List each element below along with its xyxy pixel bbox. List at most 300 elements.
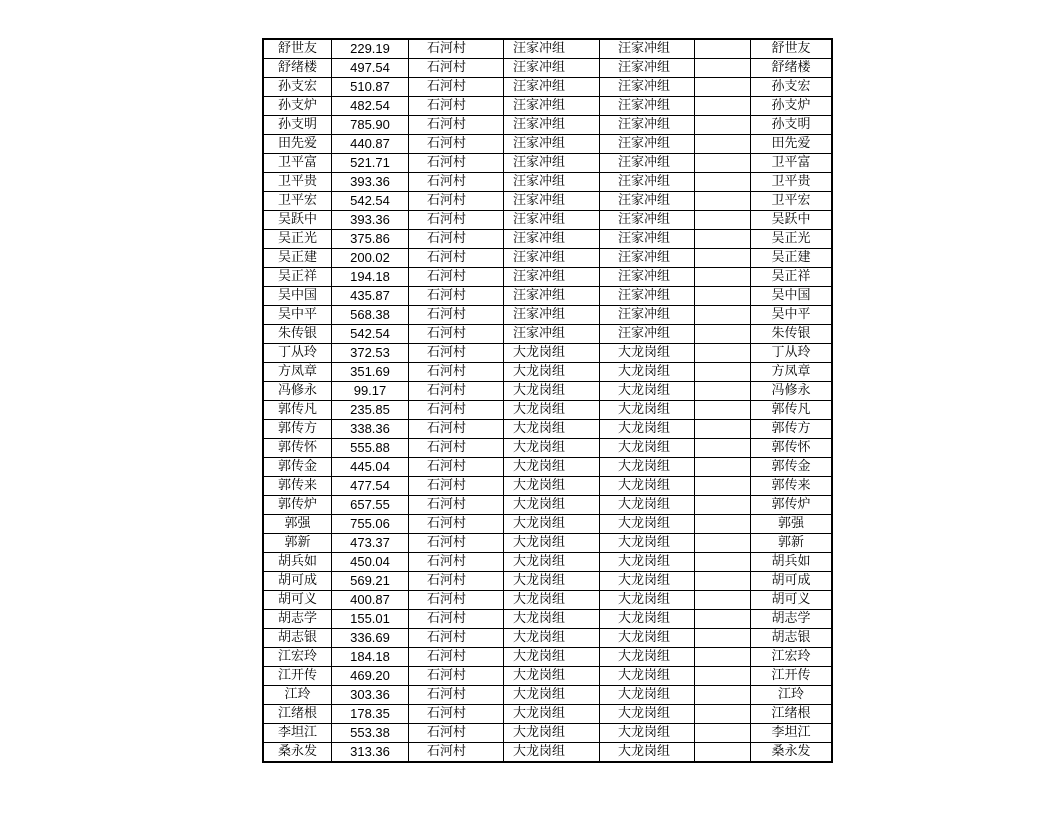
table-row xyxy=(263,249,832,268)
cell-area: 555.88 xyxy=(332,439,409,458)
cell-subgroup: 大龙岗组 xyxy=(600,667,695,686)
cell-note xyxy=(695,458,751,477)
table-row xyxy=(263,287,832,306)
cell-name-confirm: 舒世友 xyxy=(751,39,833,59)
cell-note xyxy=(695,496,751,515)
cell-village: 石河村 xyxy=(409,477,504,496)
cell-note xyxy=(695,249,751,268)
cell-area: 521.71 xyxy=(332,154,409,173)
cell-note xyxy=(695,401,751,420)
table-row xyxy=(263,116,832,135)
cell-area: 497.54 xyxy=(332,59,409,78)
cell-subgroup: 大龙岗组 xyxy=(600,629,695,648)
table-row xyxy=(263,515,832,534)
cell-group: 汪家冲组 xyxy=(504,230,600,249)
cell-note xyxy=(695,629,751,648)
cell-group: 大龙岗组 xyxy=(504,610,600,629)
table-row xyxy=(263,477,832,496)
cell-group: 大龙岗组 xyxy=(504,724,600,743)
cell-subgroup: 汪家冲组 xyxy=(600,249,695,268)
cell-name-confirm: 郭强 xyxy=(751,515,833,534)
cell-subgroup: 汪家冲组 xyxy=(600,306,695,325)
cell-village: 石河村 xyxy=(409,496,504,515)
cell-note xyxy=(695,192,751,211)
cell-note xyxy=(695,97,751,116)
cell-subgroup: 大龙岗组 xyxy=(600,458,695,477)
cell-group: 汪家冲组 xyxy=(504,97,600,116)
cell-note xyxy=(695,59,751,78)
cell-group: 大龙岗组 xyxy=(504,496,600,515)
cell-group: 汪家冲组 xyxy=(504,306,600,325)
cell-name: 郭传方 xyxy=(263,420,332,439)
cell-name-confirm: 胡兵如 xyxy=(751,553,833,572)
table-row xyxy=(263,173,832,192)
cell-name-confirm: 吴跃中 xyxy=(751,211,833,230)
table-row xyxy=(263,382,832,401)
cell-village: 石河村 xyxy=(409,39,504,59)
cell-name-confirm: 冯修永 xyxy=(751,382,833,401)
cell-area: 568.38 xyxy=(332,306,409,325)
cell-subgroup: 大龙岗组 xyxy=(600,382,695,401)
cell-village: 石河村 xyxy=(409,306,504,325)
cell-group: 汪家冲组 xyxy=(504,287,600,306)
cell-village: 石河村 xyxy=(409,648,504,667)
cell-area: 755.06 xyxy=(332,515,409,534)
cell-name-confirm: 吴中国 xyxy=(751,287,833,306)
cell-name: 卫平宏 xyxy=(263,192,332,211)
cell-name-confirm: 卫平富 xyxy=(751,154,833,173)
cell-village: 石河村 xyxy=(409,287,504,306)
cell-name: 丁从玲 xyxy=(263,344,332,363)
cell-subgroup: 汪家冲组 xyxy=(600,173,695,192)
cell-name: 舒世友 xyxy=(263,39,332,59)
cell-area: 194.18 xyxy=(332,268,409,287)
cell-name: 胡志学 xyxy=(263,610,332,629)
cell-name: 郭传来 xyxy=(263,477,332,496)
cell-village: 石河村 xyxy=(409,610,504,629)
table-body xyxy=(263,39,832,762)
cell-area: 450.04 xyxy=(332,553,409,572)
cell-area: 445.04 xyxy=(332,458,409,477)
cell-subgroup: 大龙岗组 xyxy=(600,477,695,496)
cell-group: 汪家冲组 xyxy=(504,268,600,287)
cell-village: 石河村 xyxy=(409,591,504,610)
table-row xyxy=(263,496,832,515)
cell-village: 石河村 xyxy=(409,97,504,116)
cell-name: 郭传炉 xyxy=(263,496,332,515)
cell-name-confirm: 孙支炉 xyxy=(751,97,833,116)
table-row xyxy=(263,591,832,610)
cell-group: 大龙岗组 xyxy=(504,382,600,401)
cell-subgroup: 大龙岗组 xyxy=(600,610,695,629)
cell-name-confirm: 方凤章 xyxy=(751,363,833,382)
cell-note xyxy=(695,686,751,705)
cell-name-confirm: 吴中平 xyxy=(751,306,833,325)
cell-name: 郭强 xyxy=(263,515,332,534)
cell-name-confirm: 郭新 xyxy=(751,534,833,553)
cell-name-confirm: 江宏玲 xyxy=(751,648,833,667)
cell-village: 石河村 xyxy=(409,116,504,135)
cell-name-confirm: 丁从玲 xyxy=(751,344,833,363)
cell-village: 石河村 xyxy=(409,724,504,743)
cell-area: 229.19 xyxy=(332,39,409,59)
cell-area: 393.36 xyxy=(332,173,409,192)
cell-name: 郭传怀 xyxy=(263,439,332,458)
table-row xyxy=(263,78,832,97)
cell-subgroup: 汪家冲组 xyxy=(600,268,695,287)
cell-group: 大龙岗组 xyxy=(504,705,600,724)
cell-note xyxy=(695,287,751,306)
cell-subgroup: 大龙岗组 xyxy=(600,515,695,534)
cell-group: 大龙岗组 xyxy=(504,477,600,496)
cell-note xyxy=(695,306,751,325)
table-row xyxy=(263,724,832,743)
cell-area: 510.87 xyxy=(332,78,409,97)
cell-group: 汪家冲组 xyxy=(504,325,600,344)
cell-name-confirm: 桑永发 xyxy=(771,744,811,759)
cell-name: 胡志银 xyxy=(263,629,332,648)
table-row xyxy=(263,629,832,648)
cell-area: 200.02 xyxy=(332,249,409,268)
cell-name: 桑永发 xyxy=(263,743,332,763)
cell-subgroup: 汪家冲组 xyxy=(600,154,695,173)
cell-group: 大龙岗组 xyxy=(504,553,600,572)
cell-village: 石河村 xyxy=(409,249,504,268)
cell-village: 石河村 xyxy=(409,154,504,173)
cell-note xyxy=(695,116,751,135)
cell-name-confirm: 郭传炉 xyxy=(751,496,833,515)
cell-name: 朱传银 xyxy=(263,325,332,344)
cell-village: 石河村 xyxy=(409,401,504,420)
cell-name-confirm: 卫平贵 xyxy=(751,173,833,192)
cell-group: 大龙岗组 xyxy=(504,401,600,420)
cell-note xyxy=(695,154,751,173)
cell-area: 477.54 xyxy=(332,477,409,496)
table-row xyxy=(263,686,832,705)
cell-area: 336.69 xyxy=(332,629,409,648)
cell-name-confirm: 郭传怀 xyxy=(751,439,833,458)
cell-subgroup: 大龙岗组 xyxy=(600,648,695,667)
cell-group: 大龙岗组 xyxy=(504,344,600,363)
cell-name-confirm: 郭传方 xyxy=(751,420,833,439)
cell-area: 303.36 xyxy=(332,686,409,705)
cell-village: 石河村 xyxy=(409,363,504,382)
cell-area: 351.69 xyxy=(332,363,409,382)
cell-subgroup: 大龙岗组 xyxy=(600,553,695,572)
cell-area: 313.36 xyxy=(332,743,409,763)
table-row xyxy=(263,401,832,420)
cell-group: 大龙岗组 xyxy=(504,629,600,648)
cell-area: 235.85 xyxy=(332,401,409,420)
cell-village: 石河村 xyxy=(409,173,504,192)
cell-group: 大龙岗组 xyxy=(504,420,600,439)
cell-note xyxy=(695,420,751,439)
cell-group: 汪家冲组 xyxy=(504,154,600,173)
table-row xyxy=(263,572,832,591)
cell-name-confirm: 江绪根 xyxy=(751,705,833,724)
table-row xyxy=(263,97,832,116)
cell-subgroup: 大龙岗组 xyxy=(600,401,695,420)
cell-group: 汪家冲组 xyxy=(504,249,600,268)
cell-group: 汪家冲组 xyxy=(504,211,600,230)
cell-group: 大龙岗组 xyxy=(504,515,600,534)
cell-note xyxy=(695,477,751,496)
cell-area: 372.53 xyxy=(332,344,409,363)
cell-subgroup: 大龙岗组 xyxy=(600,534,695,553)
cell-note xyxy=(695,78,751,97)
cell-subgroup: 大龙岗组 xyxy=(600,591,695,610)
cell-subgroup: 大龙岗组 xyxy=(600,686,695,705)
cell-village: 石河村 xyxy=(409,230,504,249)
cell-name-confirm: 胡可义 xyxy=(751,591,833,610)
cell-name: 孙支炉 xyxy=(263,97,332,116)
table-row xyxy=(263,648,832,667)
cell-note xyxy=(695,705,751,724)
cell-subgroup: 汪家冲组 xyxy=(600,39,695,59)
cell-area: 657.55 xyxy=(332,496,409,515)
table-row xyxy=(263,534,832,553)
cell-area: 375.86 xyxy=(332,230,409,249)
cell-subgroup: 大龙岗组 xyxy=(600,363,695,382)
cell-name-confirm: 卫平宏 xyxy=(751,192,833,211)
cell-area: 785.90 xyxy=(332,116,409,135)
cell-village: 石河村 xyxy=(409,439,504,458)
cell-note xyxy=(695,39,751,59)
cell-name-confirm: 胡志学 xyxy=(751,610,833,629)
cell-subgroup: 大龙岗组 xyxy=(600,420,695,439)
cell-area: 393.36 xyxy=(332,211,409,230)
cell-name-confirm: 孙支宏 xyxy=(751,78,833,97)
cell-note xyxy=(695,591,751,610)
cell-name: 吴正建 xyxy=(263,249,332,268)
cell-area: 553.38 xyxy=(332,724,409,743)
table-row xyxy=(263,743,832,763)
cell-note xyxy=(695,572,751,591)
table-row xyxy=(263,211,832,230)
cell-village: 石河村 xyxy=(409,78,504,97)
cell-name: 江绪根 xyxy=(263,705,332,724)
cell-note xyxy=(695,325,751,344)
cell-group: 大龙岗组 xyxy=(504,439,600,458)
cell-subgroup: 大龙岗组 xyxy=(600,439,695,458)
cell-name: 郭传金 xyxy=(263,458,332,477)
cell-area: 440.87 xyxy=(332,135,409,154)
cell-name: 方凤章 xyxy=(263,363,332,382)
table-row xyxy=(263,59,832,78)
cell-name-confirm: 李坦江 xyxy=(751,724,833,743)
cell-note xyxy=(695,553,751,572)
cell-subgroup: 汪家冲组 xyxy=(600,78,695,97)
table-row xyxy=(263,306,832,325)
cell-area: 184.18 xyxy=(332,648,409,667)
cell-village: 石河村 xyxy=(409,344,504,363)
cell-village: 石河村 xyxy=(409,458,504,477)
cell-area: 99.17 xyxy=(332,382,409,401)
cell-area: 542.54 xyxy=(332,192,409,211)
table-row xyxy=(263,268,832,287)
cell-name: 卫平贵 xyxy=(263,173,332,192)
cell-note xyxy=(695,135,751,154)
cell-subgroup: 汪家冲组 xyxy=(600,59,695,78)
cell-village: 石河村 xyxy=(409,572,504,591)
cell-group: 汪家冲组 xyxy=(504,173,600,192)
table-row xyxy=(263,192,832,211)
cell-village: 石河村 xyxy=(409,211,504,230)
cell-village: 石河村 xyxy=(409,667,504,686)
cell-group: 大龙岗组 xyxy=(504,591,600,610)
cell-village: 石河村 xyxy=(409,705,504,724)
cell-village: 石河村 xyxy=(409,325,504,344)
cell-note xyxy=(695,382,751,401)
table-row xyxy=(263,39,832,59)
cell-note xyxy=(695,610,751,629)
cell-group: 大龙岗组 xyxy=(504,743,600,763)
cell-area: 473.37 xyxy=(332,534,409,553)
cell-subgroup: 汪家冲组 xyxy=(600,211,695,230)
table-row xyxy=(263,363,832,382)
cell-subgroup: 汪家冲组 xyxy=(600,192,695,211)
cell-name-confirm: 舒绪楼 xyxy=(751,59,833,78)
cell-subgroup: 大龙岗组 xyxy=(600,496,695,515)
cell-group: 汪家冲组 xyxy=(504,135,600,154)
cell-name-confirm: 郭传来 xyxy=(751,477,833,496)
table-row xyxy=(263,667,832,686)
cell-group: 汪家冲组 xyxy=(504,116,600,135)
cell-subgroup: 大龙岗组 xyxy=(600,705,695,724)
cell-village: 石河村 xyxy=(409,268,504,287)
cell-name: 江开传 xyxy=(263,667,332,686)
table-row xyxy=(263,135,832,154)
cell-group: 大龙岗组 xyxy=(504,572,600,591)
table-row xyxy=(263,154,832,173)
cell-subgroup: 大龙岗组 xyxy=(600,344,695,363)
cell-village: 石河村 xyxy=(409,420,504,439)
cell-area: 569.21 xyxy=(332,572,409,591)
cell-area: 338.36 xyxy=(332,420,409,439)
cell-note xyxy=(695,515,751,534)
cell-subgroup: 大龙岗组 xyxy=(600,572,695,591)
cell-subgroup: 大龙岗组 xyxy=(600,743,695,763)
cell-area: 469.20 xyxy=(332,667,409,686)
cell-area: 400.87 xyxy=(332,591,409,610)
cell-group: 汪家冲组 xyxy=(504,59,600,78)
cell-name-confirm: 郭传凡 xyxy=(751,401,833,420)
cell-name: 江宏玲 xyxy=(263,648,332,667)
cell-village: 石河村 xyxy=(409,743,504,763)
cell-note xyxy=(695,230,751,249)
table-row xyxy=(263,610,832,629)
table-row xyxy=(263,439,832,458)
cell-name-confirm: 郭传金 xyxy=(751,458,833,477)
cell-name: 胡兵如 xyxy=(263,553,332,572)
cell-name: 卫平富 xyxy=(263,154,332,173)
cell-name-confirm: 孙支明 xyxy=(751,116,833,135)
cell-name: 冯修永 xyxy=(263,382,332,401)
cell-group: 大龙岗组 xyxy=(504,534,600,553)
cell-name: 吴跃中 xyxy=(263,211,332,230)
cell-group: 汪家冲组 xyxy=(504,78,600,97)
cell-village: 石河村 xyxy=(409,629,504,648)
cell-name: 胡可成 xyxy=(263,572,332,591)
cell-name-confirm: 胡可成 xyxy=(751,572,833,591)
cell-name-confirm: 吴正光 xyxy=(751,230,833,249)
cell-name: 孙支明 xyxy=(263,116,332,135)
cell-name-confirm: 吴正祥 xyxy=(751,268,833,287)
cell-name: 郭传凡 xyxy=(263,401,332,420)
cell-village: 石河村 xyxy=(409,553,504,572)
cell-area: 435.87 xyxy=(332,287,409,306)
cell-note xyxy=(695,344,751,363)
cell-group: 汪家冲组 xyxy=(504,192,600,211)
cell-name: 李坦江 xyxy=(263,724,332,743)
cell-village: 石河村 xyxy=(409,382,504,401)
cell-name: 孙支宏 xyxy=(263,78,332,97)
cell-village: 石河村 xyxy=(409,686,504,705)
cell-group: 大龙岗组 xyxy=(504,458,600,477)
cell-note xyxy=(695,724,751,743)
cell-group: 汪家冲组 xyxy=(504,39,600,59)
cell-name: 吴正光 xyxy=(263,230,332,249)
cell-subgroup: 汪家冲组 xyxy=(600,230,695,249)
cell-name-confirm: 朱传银 xyxy=(751,325,833,344)
cell-subgroup: 大龙岗组 xyxy=(600,724,695,743)
cell-note xyxy=(695,439,751,458)
cell-group: 大龙岗组 xyxy=(504,363,600,382)
cell-note xyxy=(695,743,751,763)
cell-note xyxy=(695,211,751,230)
cell-area: 482.54 xyxy=(332,97,409,116)
table-row xyxy=(263,458,832,477)
cell-group: 大龙岗组 xyxy=(504,686,600,705)
cell-name: 江玲 xyxy=(263,686,332,705)
cell-name: 吴中国 xyxy=(263,287,332,306)
cell-village: 石河村 xyxy=(409,515,504,534)
cell-village: 石河村 xyxy=(409,534,504,553)
cell-note xyxy=(695,268,751,287)
table-row xyxy=(263,325,832,344)
cell-subgroup: 汪家冲组 xyxy=(600,325,695,344)
table-row xyxy=(263,420,832,439)
cell-area: 178.35 xyxy=(332,705,409,724)
cell-name-confirm: 田先爱 xyxy=(751,135,833,154)
cell-name-confirm: 江开传 xyxy=(751,667,833,686)
table-row xyxy=(263,344,832,363)
cell-group: 大龙岗组 xyxy=(504,648,600,667)
cell-note xyxy=(695,173,751,192)
cell-note xyxy=(695,648,751,667)
cell-area: 155.01 xyxy=(332,610,409,629)
cell-note xyxy=(695,363,751,382)
cell-name: 田先爱 xyxy=(263,135,332,154)
cell-village: 石河村 xyxy=(409,59,504,78)
cell-village: 石河村 xyxy=(409,192,504,211)
table-row xyxy=(263,230,832,249)
table-row xyxy=(263,705,832,724)
cell-subgroup: 汪家冲组 xyxy=(600,287,695,306)
cell-subgroup: 汪家冲组 xyxy=(600,116,695,135)
cell-area: 542.54 xyxy=(332,325,409,344)
table-row xyxy=(263,553,832,572)
cell-note xyxy=(695,667,751,686)
data-table xyxy=(262,38,833,763)
cell-subgroup: 汪家冲组 xyxy=(600,97,695,116)
cell-subgroup: 汪家冲组 xyxy=(600,135,695,154)
cell-group: 大龙岗组 xyxy=(504,667,600,686)
cell-name: 吴正祥 xyxy=(263,268,332,287)
cell-name: 胡可义 xyxy=(263,591,332,610)
cell-name: 吴中平 xyxy=(263,306,332,325)
cell-name-confirm: 胡志银 xyxy=(751,629,833,648)
